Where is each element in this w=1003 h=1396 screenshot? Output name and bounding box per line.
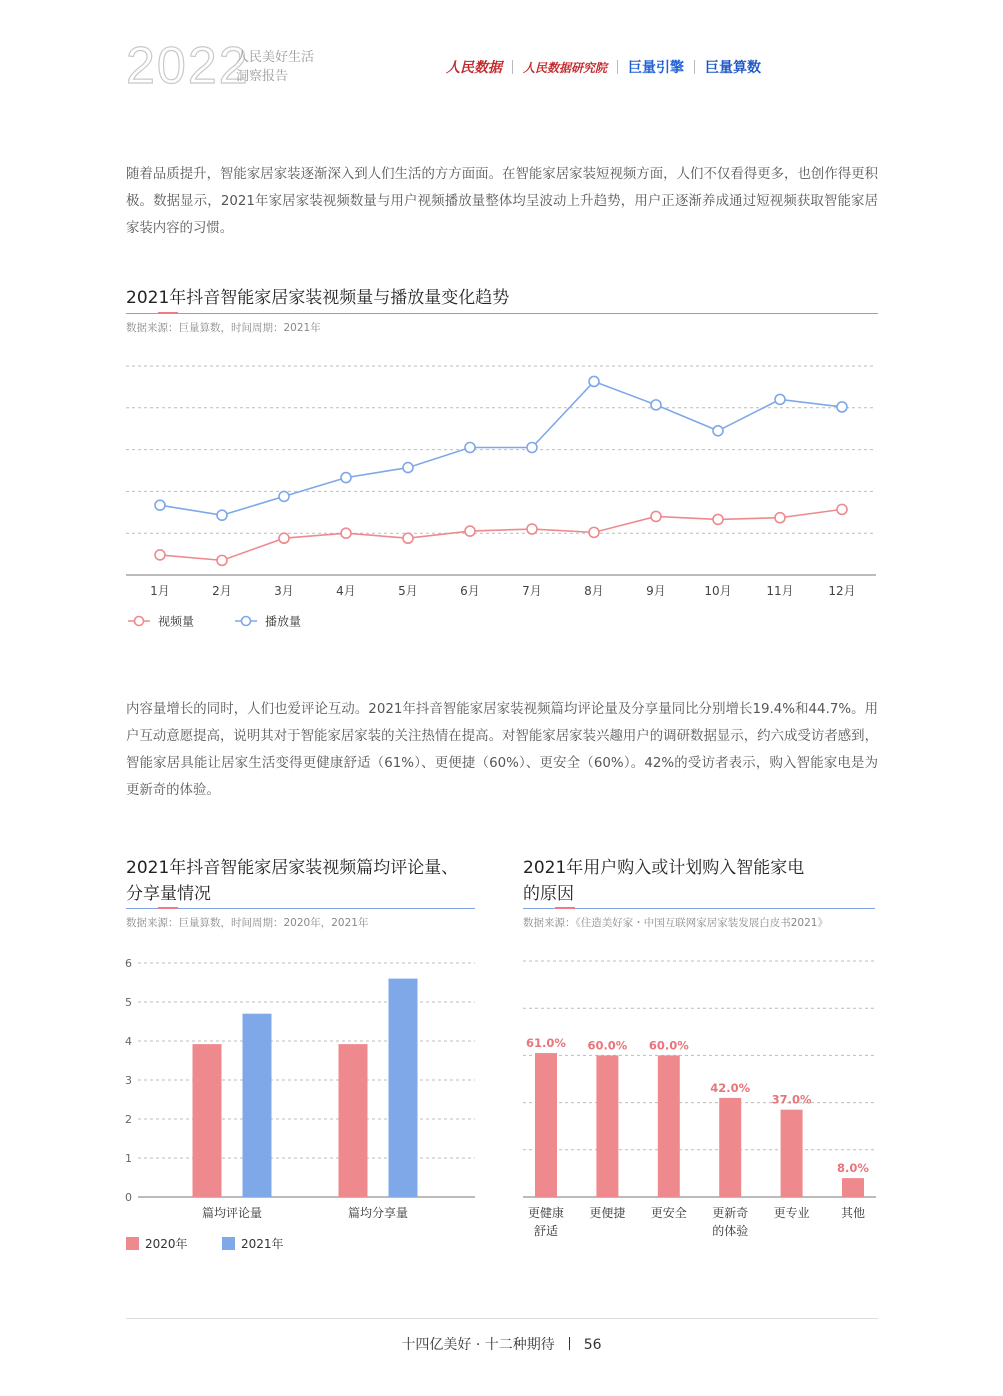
x-tick-label: 9月	[646, 584, 666, 598]
bar	[596, 1055, 618, 1197]
data-point	[155, 550, 165, 560]
x-tick-label: 8月	[584, 584, 604, 598]
x-tick-label: 舒适	[533, 1224, 559, 1238]
bar-chart-reasons-title-line2: 的原因	[523, 884, 574, 904]
bar	[193, 1044, 222, 1197]
bar	[389, 979, 418, 1197]
data-point	[651, 400, 661, 410]
bar-chart-interactions-title-line1: 2021年抖音智能家居家装视频篇均评论量、	[126, 858, 459, 878]
bar-chart-reasons-title-line1: 2021年用户购入或计划购入智能家电	[523, 858, 805, 878]
bar	[243, 1014, 272, 1197]
data-point	[713, 426, 723, 436]
data-point	[279, 491, 289, 501]
legend-label: 2020年	[145, 1237, 188, 1251]
x-tick-label: 5月	[398, 584, 418, 598]
line-chart-source: 数据来源：巨量算数，时间周期：2021年	[126, 322, 321, 334]
x-tick-label: 篇均分享量	[347, 1206, 409, 1220]
title-underline	[126, 908, 475, 909]
intro-paragraph: 随着品质提升，智能家居家装逐渐深入到人们生活的方方面面。在智能家居家装短视频方面，人们不仅看得更多，也创作得更积极。数据显示，2021年家居家装视频数量与用户视频播放量整体均呈波动上升趋势，用户正逐渐养成通过短视频获取智能家居家装内容的习惯。	[126, 167, 878, 236]
series-line-1	[160, 509, 842, 560]
y-tick-label: 3	[125, 1074, 132, 1087]
bar	[842, 1178, 864, 1197]
bar	[781, 1110, 803, 1197]
bar	[535, 1053, 557, 1197]
y-tick-label: 2	[125, 1113, 132, 1126]
bar-chart-interactions-title-line2: 分享量情况	[126, 884, 211, 904]
legend-marker	[242, 617, 251, 626]
data-point	[217, 510, 227, 520]
report-title-line1: 人民美好生活	[236, 50, 315, 65]
page-number: 56	[583, 1337, 602, 1353]
y-tick-label: 6	[125, 957, 132, 970]
y-tick-label: 1	[125, 1152, 132, 1165]
bar-chart-reasons-source: 数据来源：《住造美好家・中国互联网家居家装发展白皮书2021》	[523, 917, 828, 929]
data-label: 61.0%	[526, 1036, 566, 1051]
report-year: 2022	[126, 37, 250, 95]
report-title-line2: 洞察报告	[236, 69, 289, 84]
x-tick-label: 10月	[704, 584, 732, 598]
x-tick-label: 篇均评论量	[201, 1206, 263, 1220]
data-label: 60.0%	[587, 1038, 628, 1053]
data-point	[837, 402, 847, 412]
title-accent	[555, 907, 575, 909]
bottom-charts	[0, 930, 1003, 1270]
bar	[339, 1044, 368, 1197]
bar	[658, 1055, 680, 1197]
footer-text: 十四亿美好 · 十二种期待	[401, 1337, 555, 1353]
bar	[719, 1098, 741, 1197]
data-point	[465, 443, 475, 453]
data-label: 8.0%	[837, 1161, 869, 1176]
y-tick-label: 4	[125, 1035, 132, 1048]
x-tick-label: 1月	[150, 584, 170, 598]
data-point	[465, 526, 475, 536]
data-label: 37.0%	[771, 1092, 812, 1107]
legend-label: 播放量	[265, 614, 302, 629]
data-point	[217, 555, 227, 565]
data-point	[837, 504, 847, 514]
x-tick-label: 其他	[840, 1206, 866, 1220]
data-label: 60.0%	[648, 1038, 689, 1053]
page-footer	[0, 1334, 1003, 1354]
legend-swatch	[126, 1237, 139, 1250]
bar-chart-interactions-title	[126, 855, 458, 907]
data-point	[589, 376, 599, 386]
data-point	[775, 513, 785, 523]
data-point	[527, 443, 537, 453]
x-tick-label: 更便捷	[589, 1206, 626, 1220]
series-line-2	[160, 381, 842, 515]
x-tick-label: 更健康	[527, 1206, 565, 1220]
footer-separator	[569, 1337, 570, 1350]
x-tick-label: 3月	[274, 584, 294, 598]
data-point	[713, 514, 723, 524]
data-point	[279, 533, 289, 543]
logo-ocean-engine: 巨量引擎	[628, 60, 685, 76]
logo-ocean-arithmetic: 巨量算数	[705, 60, 762, 76]
legend-swatch	[222, 1237, 235, 1250]
x-tick-label: 更安全	[650, 1206, 687, 1220]
y-tick-label: 5	[125, 996, 132, 1009]
x-tick-label: 4月	[336, 584, 356, 598]
legend-label: 2021年	[241, 1237, 284, 1251]
legend-label: 视频量	[158, 614, 195, 629]
x-tick-label: 11月	[766, 584, 794, 598]
legend-marker	[135, 617, 144, 626]
data-point	[651, 511, 661, 521]
x-tick-label: 12月	[828, 584, 856, 598]
logo-people-data: 人民数据	[446, 60, 502, 76]
x-tick-label: 2月	[212, 584, 232, 598]
data-point	[341, 473, 351, 483]
data-point	[341, 528, 351, 538]
x-tick-label: 更新奇	[712, 1206, 749, 1220]
footer-divider	[126, 1318, 878, 1319]
data-point	[775, 394, 785, 404]
x-tick-label: 更专业	[773, 1206, 810, 1220]
x-tick-label: 6月	[460, 584, 480, 598]
data-point	[403, 463, 413, 473]
middle-paragraph: 内容量增长的同时，人们也爱评论互动。2021年抖音智能家居家装视频篇均评论量及分享量同比分别增长19.4%和44.7%。用户互动意愿提高，说明其对于智能家居家装的关注热情在提高。对智能家居家装兴趣用户的调研数据显示，约六成受访者感到，智能家居具能让居家生活变得更健康舒适（61%）、更便捷（60%）、更安全（60%）。42%的受访者表示，购入智能家电是为更新奇的体验。	[126, 702, 878, 798]
line-chart	[0, 0, 1003, 660]
bar-chart-interactions-source: 数据来源：巨量算数，时间周期：2020年，2021年	[126, 917, 369, 929]
data-point	[403, 533, 413, 543]
data-point	[589, 527, 599, 537]
data-label: 42.0%	[710, 1080, 751, 1095]
x-tick-label: 的体验	[712, 1224, 749, 1238]
data-point	[155, 500, 165, 510]
x-tick-label: 7月	[522, 584, 542, 598]
bar-chart-reasons-title	[523, 855, 804, 907]
y-tick-label: 0	[125, 1191, 132, 1204]
logo-people-data-institute: 人民数据研究院	[523, 60, 608, 75]
title-accent	[158, 907, 178, 909]
line-chart-title: 2021年抖音智能家居家装视频量与播放量变化趋势	[126, 288, 510, 308]
title-underline	[523, 908, 875, 909]
data-point	[527, 524, 537, 534]
